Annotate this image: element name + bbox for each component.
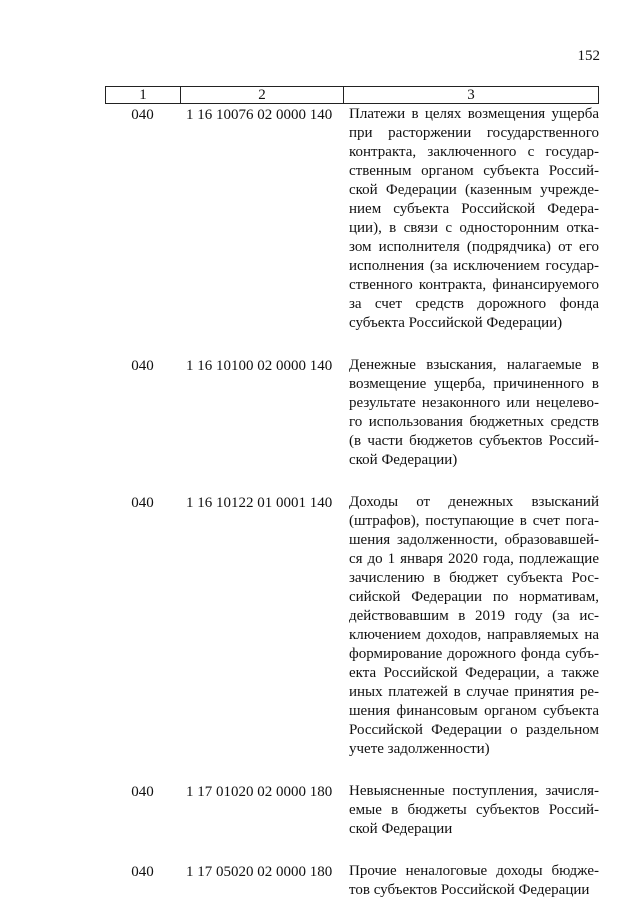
description-line: за счет средств дорожного фонда: [349, 296, 599, 312]
column-header-2: 2: [181, 87, 344, 103]
description-line: (в части бюджетов субъектов Россий-: [349, 433, 599, 449]
description-line: возмещение ущерба, причиненного в: [349, 376, 599, 392]
revenue-description: [343, 782, 599, 839]
description-line: зачислению в бюджет субъекта Рос-: [349, 570, 599, 586]
description-line: сийской Федерации по нормативам,: [349, 589, 599, 605]
revenue-description: [343, 862, 599, 900]
description-line: зом исполнителя (подрядчика) от его: [349, 239, 599, 255]
budget-classification-code: 1 16 10122 01 0001 140: [186, 495, 333, 511]
description-line: действовавшим в 2019 году (за ис-: [349, 608, 599, 624]
description-line: ции), в связи с односторонним отка-: [349, 220, 599, 236]
description-line: Платежи в целях возмещения ущерба: [349, 106, 599, 122]
description-line: шения финансовым органом субъекта: [349, 703, 599, 719]
description-line: контракта, заключенного с государ-: [349, 144, 599, 160]
revenue-description: [343, 493, 599, 759]
description-line: (штрафов), поступающие в счет пога-: [349, 513, 599, 529]
budget-classification-code: 1 17 01020 02 0000 180: [186, 784, 333, 800]
description-line: ключением доходов, направляемых на: [349, 627, 599, 643]
description-line: нием субъекта Российской Федера-: [349, 201, 599, 217]
table-row: [105, 862, 599, 900]
description-line: ственного контракта, финансируемого: [349, 277, 599, 293]
admin-code: 040: [131, 107, 154, 123]
description-line: екта Российской Федерации, а также: [349, 665, 599, 681]
description-line: ся до 1 января 2020 года, подлежащие: [349, 551, 599, 567]
admin-code: 040: [131, 358, 154, 374]
description-line: ской Федерации: [349, 821, 453, 837]
description-line: Доходы от денежных взысканий: [349, 494, 599, 510]
admin-code: 040: [131, 495, 154, 511]
description-line: Невыясненные поступления, зачисля-: [349, 783, 599, 799]
description-line: Прочие неналоговые доходы бюдже-: [349, 863, 599, 879]
revenue-description: [343, 105, 599, 333]
description-line: формирование дорожного фонда субъ-: [349, 646, 599, 662]
description-line: ственным органом субъекта Россий-: [349, 163, 599, 179]
budget-classification-code: 1 17 05020 02 0000 180: [186, 864, 333, 880]
table-row: [105, 782, 599, 839]
description-line: емые в бюджеты субъектов Россий-: [349, 802, 599, 818]
description-line: при расторжении государственного: [349, 125, 599, 141]
table-row: [105, 105, 599, 333]
table-row: [105, 493, 599, 759]
description-line: шения задолженности, образовавшей-: [349, 532, 599, 548]
admin-code: 040: [131, 864, 154, 880]
budget-classification-code: 1 16 10076 02 0000 140: [186, 107, 333, 123]
description-line: ской Федерации (казенным учрежде-: [349, 182, 599, 198]
revenue-codes-table: [105, 86, 599, 900]
description-line: го использования бюджетных средств: [349, 414, 599, 430]
budget-classification-code: 1 16 10100 02 0000 140: [186, 358, 333, 374]
description-line: Денежные взыскания, налагаемые в: [349, 357, 599, 373]
description-line: ской Федерации): [349, 452, 458, 468]
description-line: результате незаконного или нецелево-: [349, 395, 599, 411]
description-line: исполнения (за исключением государ-: [349, 258, 599, 274]
column-header-1: 1: [106, 87, 181, 103]
description-line: иных платежей в случае принятия ре-: [349, 684, 599, 700]
table-header-row: [105, 86, 599, 104]
admin-code: 040: [131, 784, 154, 800]
table-row: [105, 356, 599, 470]
description-line: тов субъектов Российской Федерации: [349, 882, 590, 898]
description-line: учете задолженности): [349, 741, 490, 757]
column-header-3: 3: [467, 87, 475, 103]
description-line: Российской Федерации о раздельном: [349, 722, 599, 738]
page-number: 152: [577, 48, 600, 64]
revenue-description: [343, 356, 599, 470]
description-line: субъекта Российской Федерации): [349, 315, 563, 331]
